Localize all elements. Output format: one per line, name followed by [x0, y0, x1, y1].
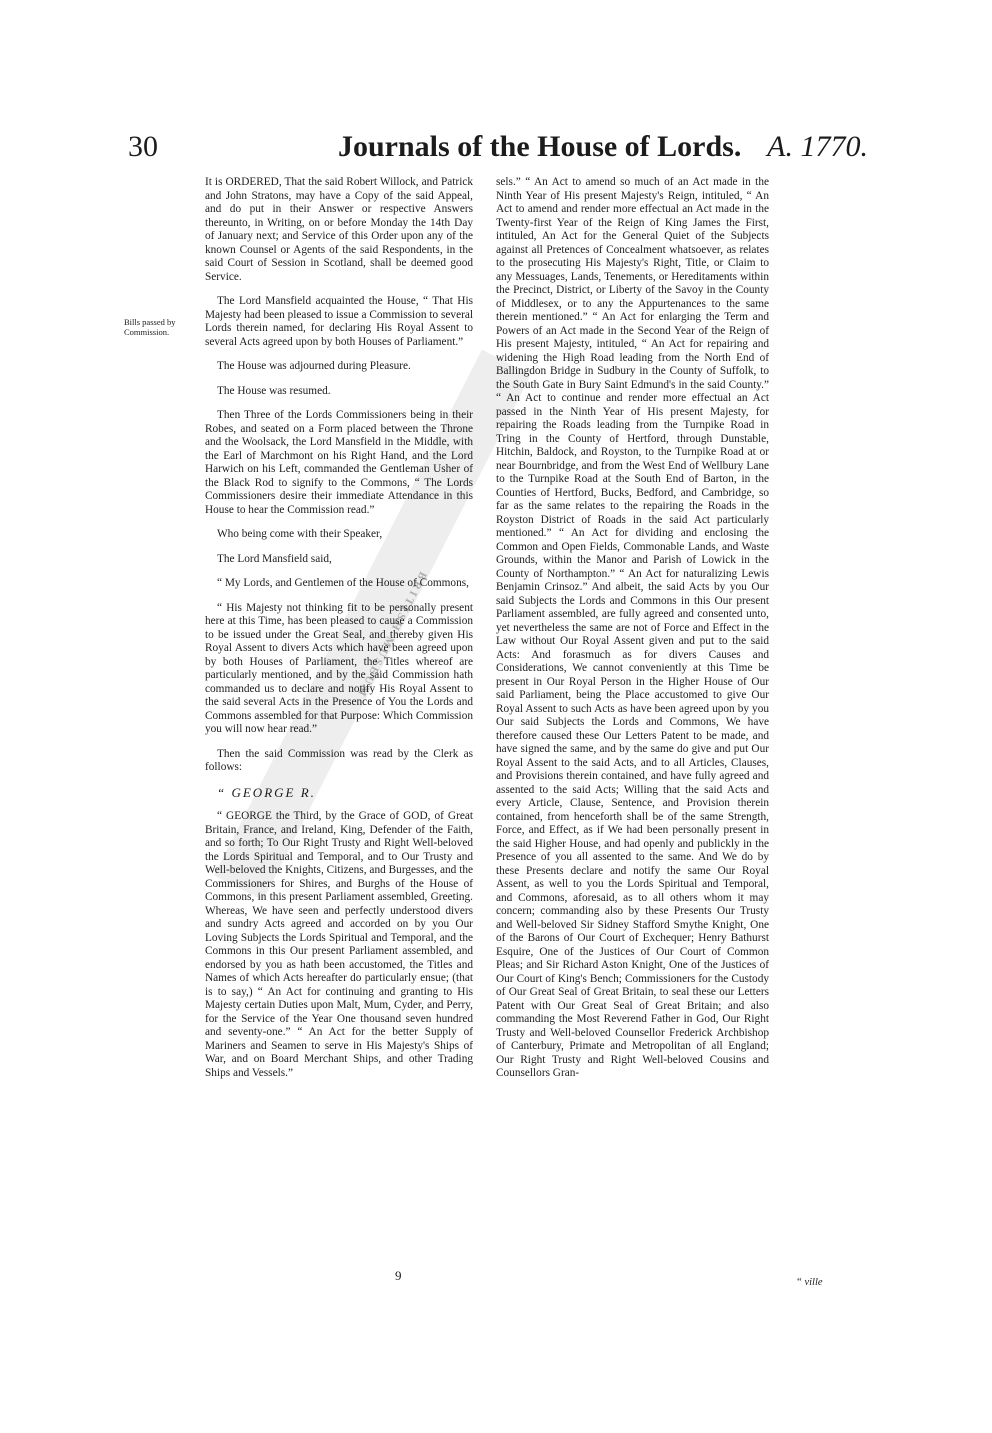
right-column — [496, 176, 769, 1272]
paragraph-commissioners: Then Three of the Lords Commissioners being in their Robes, and seated on a Form placed between the Throne and the Woolsack, the Lord Mansfield in the Middle, with the Earl of Marchmont on his Right Hand, and the Lord Harwich on his Left, commanded the Gentleman Usher of the Black Rod to signify to the Commons, “ The Lords Commissioners desire their immediate Attendance in this House to hear the Commission read.” — [205, 409, 473, 516]
catchword: “ ville — [796, 1277, 823, 1288]
paragraph-speech: “ His Majesty not thinking fit to be personally present here at this Time, has been pleased to cause a Commission to be issued under the Great Seal, and thereby given His Royal Assent to divers Acts which have been agreed upon by both Houses of Parliament, the Titles whereof are particularly mentioned, and by the said Commission hath commanded us to declare and notify His Royal Assent to the said several Acts in the Presence of You the Lords and Commons assembled for that Purpose: Which Commission you will now hear read.” — [205, 601, 473, 735]
paragraph-mansfield: The Lord Mansfield acquainted the House, “ That His Majesty had been pleased to issue a Commission to several Lords therein named, for declaring His Royal Assent to several Acts agreed upon by both Houses of Parliament.” — [205, 295, 473, 348]
paragraph-clerk: Then the said Commission was read by the Clerk as follows: — [205, 747, 473, 773]
paragraph-adjourned: The House was adjourned during Pleasure. — [217, 360, 411, 372]
paragraph-resumed: The House was resumed. — [217, 384, 331, 397]
library-stamp: BRITISH MUSEUM — [214, 350, 531, 901]
signature-mark: 9 — [395, 1268, 402, 1283]
page-number: 30 — [128, 130, 158, 163]
paragraph-acts: sels.” “ An Act to amend so much of an Act made in the Ninth Year of His present Majesty's Reign, intituled, “ An Act to amend and render more effectual an Act made in the Twenty-first Year of the Reign of King James the First, intituled, An Act for the General Quiet of the Subjects against all Pretences of Concealment whatsoever, as relates to the prosecuting His Majesty's Right, Title, or Claim to any Messuages, Lands, Tenements, or Hereditaments within the Precinct, District, or Liberty of the Savoy in the County of Middlesex, or to any the Appurtenances to the same therein mentioned.” “ An Act for enlarging the Term and Powers of an Act made in the Second Year of the Reign of His present Majesty, intituled, “ An Act for repairing and widening the High Road leading from the North End of Ballingdon Bridge in Sudbury in the County of Suffolk, to the South Gate in Bury Saint Edmund's in the said County.” “ An Act to continue and render more effectual an Act passed in the Ninth Year of His present Majesty, for repairing the Roads leading from the Turnpike Road in Tring in the County of Hertford, through Dunstable, Hitchin, Baldock, and Royston, to the Turnpike Road at or near Bournbridge, and from the West End of Wellbury Lane to the Turnpike Road at the South End of Barton, in the Counties of Hertford, Bucks, Bedford, and Cambridge, so far as the same relates to the repairing the Roads in the Royston District of Roads in the said Act particularly mentioned.” “ An Act for dividing and enclosing the Common and Open Fields, Commonable Lands, and Waste Grounds, within the Manor and Parish of Lowick in the County of Northampton.” “ An Act for naturalizing Lewis Benjamin Crinsoz.” And albeit, the said Acts by you Our said Subjects the Lords and Commons in this Our present Parliament assembled, are fully agreed and consented unto, yet nevertheless the same are not of Force and Effect in the Law without Our Royal Assent given and put to the said Acts: And forasmuch as for divers Causes and Considerations, We cannot conveniently at this Time be present in Our Royal Person in the Higher House of Our said Parliament, being the Place accustomed to give Our Royal Assent to such Acts as have been agreed upon by you Our said Subjects the Lords and Commons, We have therefore caused these Our Letters Patent to be made, and have signed the same, and by the same do give and put Our Royal Assent to the said Acts, and to all Articles, Clauses, and Provisions therein contained, and have fully agreed and assented to the said Acts; Willing that the said Acts and every Article, Clause, Sentence, and Provision therein contained, from henceforth shall be of the same Strength, Force, and Effect, as if We had been personally present in the said Higher House, and had openly and publickly in the Presence of you all assented to the same. And We do by these Presents declare and notify the same Our Royal Assent, as well to you the Lords Spiritual and Temporal, and Commons, aforesaid, as to all others whom it may concern; commanding also by these Presents Our Trusty and Well-beloved Sir Sidney Stafford Smythe Knight, One of the Barons of Our Court of Exchequer; Henry Bathurst Esquire, One of the Justices of Our Court of Common Pleas; and Sir Richard Aston Knight, One of the Justices of Our Court of King's Bench; Commissioners for the Custody of Our Great Seal of Great Britain, to seal these our Letters Patent with Our Great Seal of Great Britain; and also commanding the Most Reverend Father in God, Our Right Trusty and Well-beloved Counsellor Frederick Archbishop of Canterbury, Primate and Metropolitan of all England; Our Right Trusty and Right Well-beloved Cousins and Counsellors Gran- — [496, 176, 769, 1079]
paragraph-commission: “ GEORGE the Third, by the Grace of GOD, of Great Britain, France, and Ireland, King, Defender of the Faith, and so forth; To Our Right Trusty and Right Well-beloved the Lords Spiritual and Temporal, and to Our Trusty and Well-beloved the Knights, Citizens, and Burgesses, and the Commissioners for Shires, and Burghs of the House of Commons, in this present Parliament assembled, Greeting. Whereas, We have seen and perfectly understood divers and sundry Acts agreed and accorded on by you Our Loving Subjects the Lords Spiritual and Temporal, and the Commons in this Our present Parliament assembled, and endorsed by you as hath been accustomed, the Titles and Names of which Acts hereafter do particularly ensue; (that is to say,) “ An Act for continuing and granting to His Majesty certain Duties upon Malt, Mum, Cyder, and Perry, for the Service of the Year One thousand seven hundred and seventy-one.” “ An Act for the better Supply of Mariners and Seamen to serve in His Majesty's Ships of War, and on Board Merchant Ships, and other Trading Ships and Vessels.” — [205, 810, 473, 1079]
paragraph-lord-said: The Lord Mansfield said, — [217, 552, 332, 565]
page-header — [128, 128, 868, 168]
running-title: Journals of the House of Lords. — [338, 130, 742, 163]
paragraph-speaker: Who being come with their Speaker, — [217, 528, 383, 540]
paragraph-order: It is ORDERED, That the said Robert Willock, and Patrick and John Stratons, may have a Copy of the said Appeal, and do put in their Answer or respective Answers thereunto, in Writing, on or before Monday the 14th Day of January next; and Service of this Order upon any of the known Counsel or Agents of the said Respondents, in the said Court of Session in Scotland, shall be deemed good Service. — [205, 176, 473, 283]
paragraph-address: “ My Lords, and Gentlemen of the House of Commons, — [217, 577, 469, 589]
margin-note: Bills passed by Commission. — [124, 317, 176, 337]
year-heading: A. 1770. — [767, 130, 868, 163]
commission-heading: “ GEORGE R. — [217, 784, 316, 800]
left-column — [205, 176, 473, 1270]
